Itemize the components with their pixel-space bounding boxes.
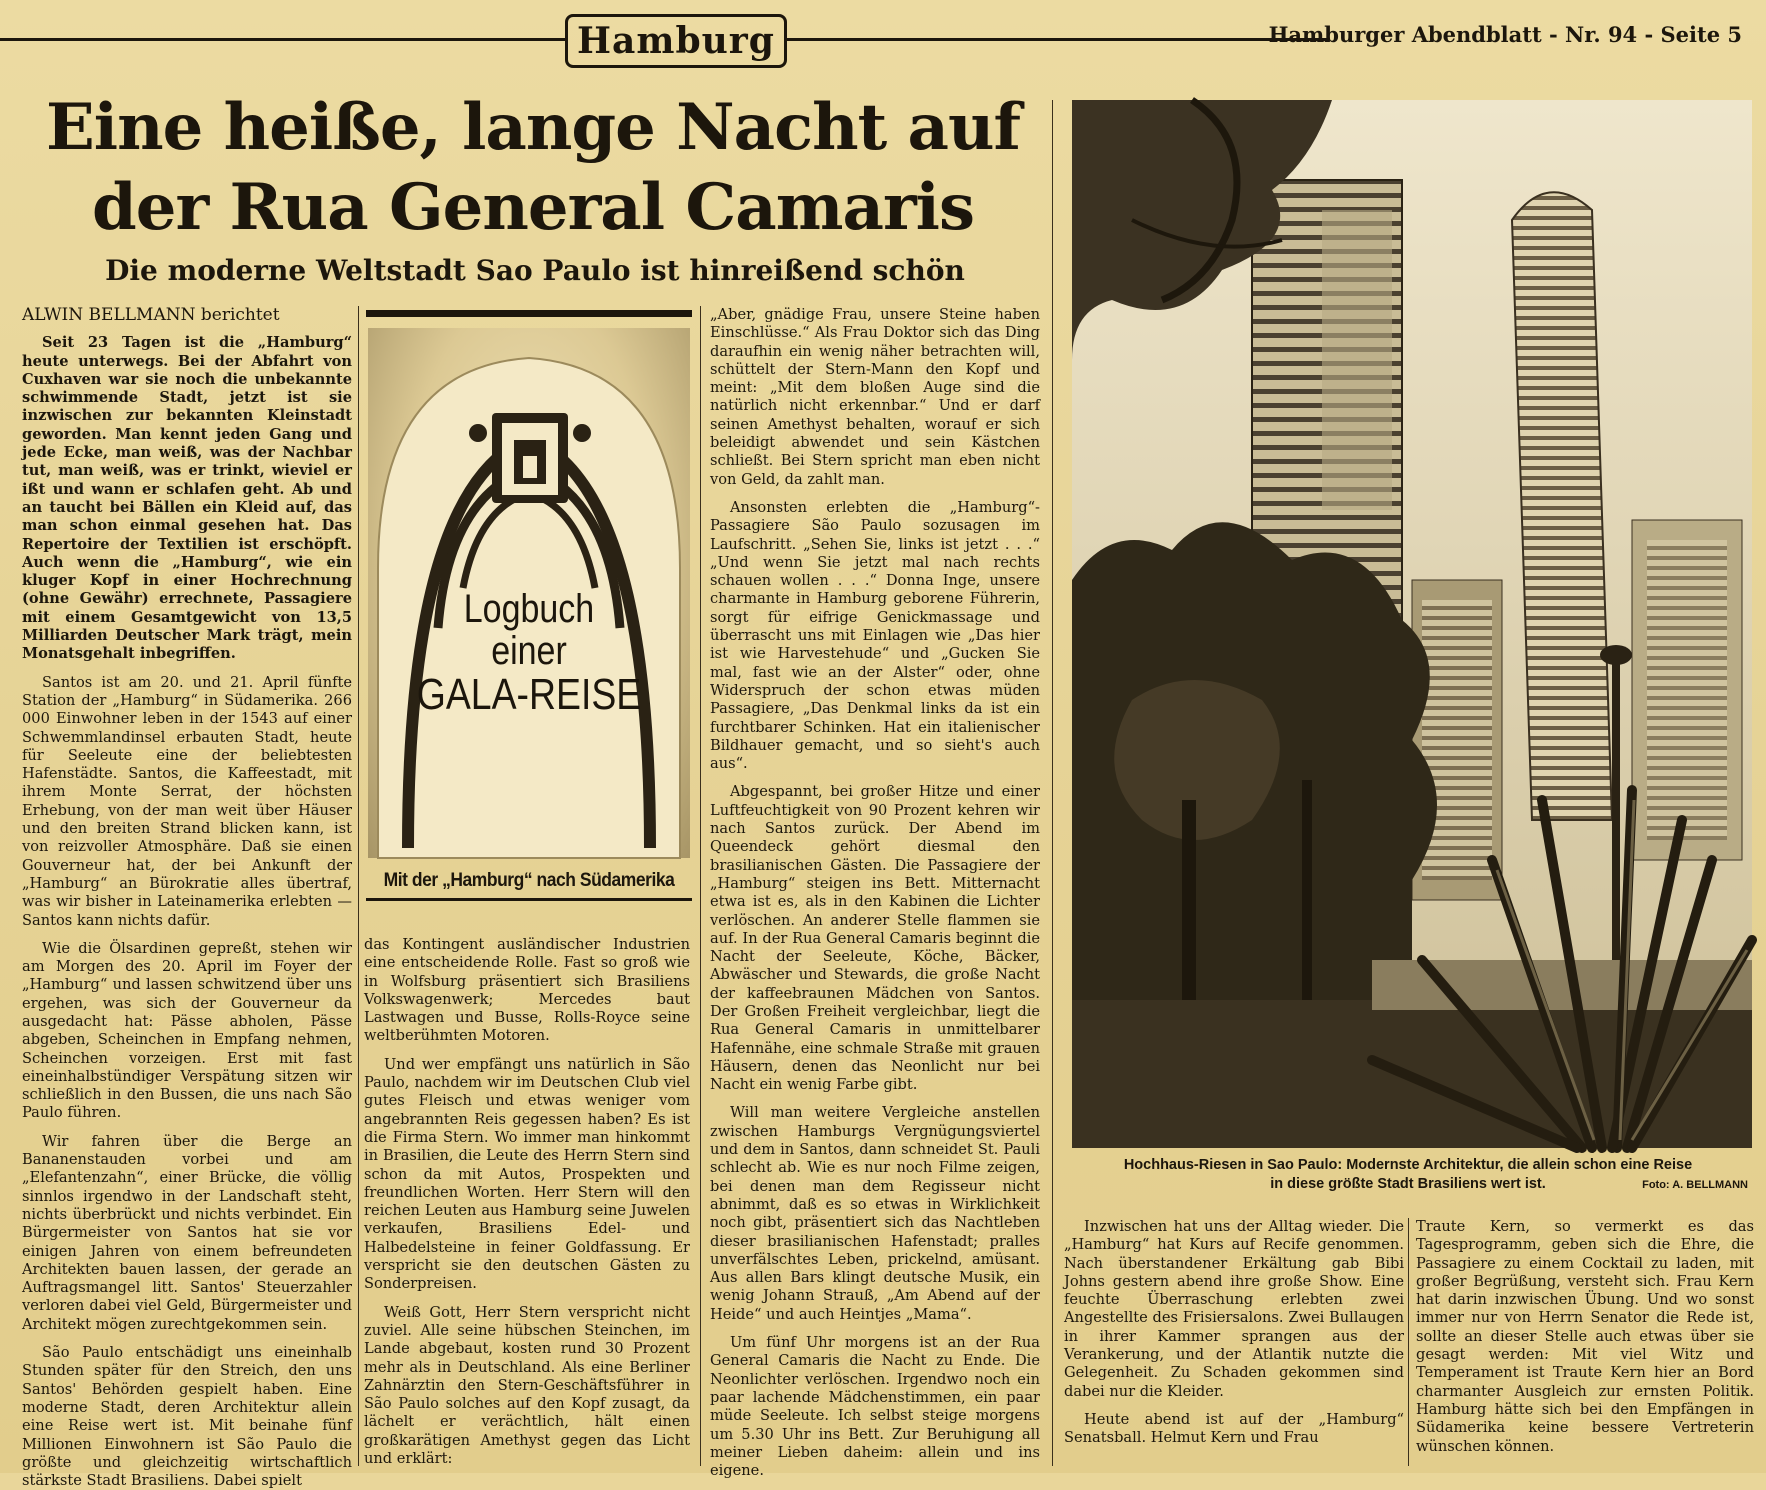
logbuch-line-3: GALA-REISE: [416, 670, 642, 719]
photo-caption-line-2: in diese größte Stadt Brasiliens wert ist.: [1270, 1176, 1546, 1192]
section-masthead: [565, 14, 787, 68]
paragraph: Und wer empfängt uns natürlich in São Paulo, nachdem wir im Deutschen Club viel gutes Fleisch und etwas weniger vom angebrannten Reis gegessen haben? Es ist die Firma Stern. Wo immer man hinkommt in Brasilien, die Leute des Herrn Stern sind schon da mit Autos, Prospekten und freundlichen Worten. Herr Stern will den reichen Leuten aus Hamburg seine Juwelen verkaufen, Brasiliens Edel- und Halbedelsteine in feiner Goldfassung. Er verspricht sie den deutschen Gästen zu Sonderpreisen.: [364, 1055, 690, 1293]
paragraph: Traute Kern, so vermerkt es das Tagesprogramm, geben sich die Ehre, die Passagiere zu einem Cocktail zu laden, mit großer Begrüßung, versteht sich. Frau Kern hat darin inzwischen Übung. Und wo sonst immer nur von Herrn Senator die Rede ist, sollte an dieser Stelle auch etwas über sie gesagt werden: Mit viel Witz und Temperament ist Traute Kern hier an Bord charmanter Ausgleich zur ernsten Politik. Hamburg hätte sich bei den Empfängen in Südamerika keine bessere Vertreterin wünschen können.: [1416, 1218, 1754, 1455]
paragraph: Wir fahren über die Berge an Bananenstauden vorbei und am „Elefantenzahn“, einer Brücke, die völlig sinnlos irgendwo in der Landschaft steht, nichts überbrückt und nichts verbindet. Ein Bürgermeister von Santos hat sie vor einigen Jahren von einem befreundeten Architekten bauen lassen, der gerade an Auftragsmangel litt. Santos' Steuerzahler verloren dabei viel Geld, Bürgermeister und Architekt mögen zurechtgekommen sein.: [22, 1132, 352, 1333]
article-column-1: [22, 305, 352, 1490]
section-title: Hamburg: [577, 20, 775, 62]
paragraph: das Kontingent ausländischer Industrien eine entscheidende Rolle. Fast so groß wie in Wolfsburg präsentiert sich Brasiliens Volkswagenwerk; Mercedes baut Lastwagen und Busse, Rolls-Royce seine weltberühmten Motoren.: [364, 936, 690, 1045]
sao-paulo-skyline-photo: [1072, 100, 1752, 1148]
publication-info: Hamburger Abendblatt - Nr. 94 - Seite 5: [1268, 22, 1742, 47]
paragraph: Ansonsten erlebten die „Hamburg“-Passagiere São Paulo sozusagen im Laufschritt. „Sehen Sie, links ist jetzt . . .“ „Und wenn Sie jetzt mal nach rechts schauen wollen . . .“ Donna Inge, unsere charmante in Hamburg geborene Führerin, sorgt für eifrige Genickmassage und überrascht uns mit Einlagen wie „Das hier ist wie Harvestehude“ und „Gucken Sie mal, fast wie an der Alster“ oder, ohne Widerspruch der schon etwas müden Passagiere, „Das Denkmal links da ist ein furchtbarer Schinken. Hat ein italienischer Bildhauer gemacht, und so sieht's auch aus“.: [710, 498, 1040, 773]
paragraph: Abgespannt, bei großer Hitze und einer Luftfeuchtigkeit von 90 Prozent kehren wir nach Santos zurück. Der Abend im Queendeck gehört diesmal den brasilianischen Gästen. Die Passagiere der „Hamburg“ steigen ins Bett. Mitternacht etwa ist es, als in den Kabinen die Lichter verlöschen. An anderer Stelle flammen sie auf. In der Rua General Camaris beginnt die Nacht der Seeleute, Köche, Bäcker, Abwäscher und Stewards, die große Nacht der kaffeebraunen Mädchen von Santos. Der Großen Freiheit vergleichbar, liegt die Rua General Camaris in unmittelbarer Hafennähe, eine schmale Straße mit grauen Häusern, denen das Neonlicht nur bei Nacht ein wenig Farbe gibt.: [710, 783, 1040, 1094]
photo-caption-line-1: Hochhaus-Riesen in Sao Paulo: Modernste Architektur, die allein schon eine Reise: [1123, 1157, 1693, 1173]
masthead-rule-left: [0, 38, 565, 41]
paragraph: Weiß Gott, Herr Stern verspricht nicht zuviel. Alle seine hübschen Steinchen, im Lande abgebaut, kosten rund 30 Prozent mehr als in Deutschland. Als eine Berliner Zahnärztin den Stern-Geschäftsführer in São Paulo solches auf den Kopf zusagt, da lächelt er verächtlich, hält einen großkarätigen Amethyst gegen das Licht und erklärt:: [364, 1303, 690, 1468]
paragraph: Santos ist am 20. und 21. April fünfte Station der „Hamburg“ in Südamerika. 266 000 Einwohner leben in der 1543 auf einer Schwemmlandinsel erbauten Stadt, heute für Seeleute eine der beliebtesten Hafenstädte. Santos, die Kaffeestadt, mit ihrem Monte Serrat, der höchsten Erhebung, von der man weit über Häuser und den breiten Strand blicken kann, ist von reizvoller Atmosphäre. Daß sie einen Gouverneur hat, der bei Ankunft der „Hamburg“ an Bürokratie alles übertraf, was wir bisher in Lateinamerika erlebten — Santos kann nichts dafür.: [22, 673, 352, 929]
logbuch-line-2: einer: [491, 629, 567, 673]
paragraph: „Aber, gnädige Frau, unsere Steine haben Einschlüsse.“ Als Frau Doktor sich das Ding daraufhin ein wenig näher betrachten will, schüttelt der Stern-Mann den Kopf und meint: „Mit dem bloßen Auge sind die natürlich nicht erkennbar.“ Und er darf seinen Amethyst behalten, worauf er sich beleidigt abwendet und sein Kästchen schließt. Bei Stern spricht man eben nicht von Geld, da zahlt man.: [710, 306, 1040, 488]
paragraph: Um fünf Uhr morgens ist an der Rua General Camaris die Nacht zu Ende. Die Neonlichter verlöschen. Irgendwo noch ein paar lachende Mädchenstimmen, ein paar müde Seeleute. Ich selbst steige morgens um 5.30 Uhr ins Bett. Zur Beruhigung all meiner Lieben daheim: allein und ins eigene.: [710, 1334, 1040, 1480]
logbuch-line-1: Logbuch: [463, 587, 595, 631]
article-column-4: [1064, 1218, 1404, 1468]
logbuch-caption: Mit der „Hamburg“ nach Südamerika: [383, 870, 675, 891]
column-divider: [700, 306, 701, 1466]
paragraph: Will man weitere Vergleiche anstellen zwischen Hamburgs Vergnügungsviertel und dem in Santos, dann schneidet St. Pauli schlecht ab. Wie es nur noch Filme zeigen, bei denen man dem Regisseur nicht abnimmt, daß es so etwas in Wirklichkeit noch gibt, präsentiert sich das Nachtleben dieser brasilianischen Hafenstadt; pralles unverfälschtes Leben, prickelnd, amüsant. Aus allen Bars klingt deutsche Musik, ein wenig Johann Strauß, „Am Abend auf der Heide“ und auch Heintjes „Mama“.: [710, 1104, 1040, 1323]
box-rule-top: [366, 310, 692, 317]
logbuch-feature-box: [366, 310, 692, 898]
article-subheadline: Die moderne Weltstadt Sao Paulo ist hinreißend schön: [105, 254, 965, 287]
masthead-rule-right: [787, 38, 1327, 41]
logbuch-title: [368, 588, 690, 718]
column-divider: [358, 306, 359, 1466]
paragraph: São Paulo entschädigt uns eineinhalb Stunden später für den Streich, den uns Santos' Behörden gespielt haben. Eine moderne Stadt, deren Architektur allein eine Reise wert ist. Mit beinahe fünf Millionen Einwohnern ist São Paulo die größte und gleichzeitig wirtschaftlich stärkste Stadt Brasiliens. Dabei spielt: [22, 1344, 352, 1490]
column-divider: [1408, 1218, 1409, 1466]
article-lead: Seit 23 Tagen ist die „Hamburg“ heute unterwegs. Bei der Abfahrt von Cuxhaven war sie noch die unbekannte schwimmende Stadt, jetzt ist sie inzwischen zur bekannten Kleinstadt geworden. Man kennt jeden Gang und jede Ecke, man weiß, was der Nachbar tut, man weiß, was er trinkt, wieviel er ißt und wann er schlafen geht. Ab und an taucht bei Bällen ein Kleid auf, das man schon einmal gesehen hat. Das Repertoire der Textilien ist erschöpft. Auch wenn die „Hamburg“, wie ein kluger Kopf in einer Hochrechnung (ohne Gewähr) errechnete, Passagiere mit einem Gesamtgewicht von 13,5 Milliarden Deutscher Mark trägt, mein Monatsgehalt inbegriffen.: [22, 334, 352, 663]
article-column-5: [1416, 1218, 1754, 1468]
paragraph: Heute abend ist auf der „Hamburg“ Senatsball. Helmut Kern und Frau: [1064, 1410, 1404, 1447]
article-column-3: [710, 306, 1040, 1480]
byline: ALWIN BELLMANN berichtet: [22, 305, 280, 325]
photo-credit: Foto: A. BELLMANN: [1642, 1179, 1748, 1191]
column-divider: [1052, 100, 1053, 1466]
headline-line-1: Eine heiße, lange Nacht auf: [46, 90, 1020, 165]
paragraph: Wie die Ölsardinen gepreßt, stehen wir am Morgen des 20. April im Foyer der „Hamburg“ und lassen schwitzend über uns ergehen, was sich der Gouverneur da ausgedacht hat: Pässe abholen, Pässe abgeben, Scheinchen in Empfang nehmen, Scheinchen vorzeigen. Erst mit fast eineinhalbstündiger Verspätung sitzen wir schließlich in den Bussen, die uns nach São Paulo führen.: [22, 939, 352, 1122]
article-headline: [8, 88, 1058, 248]
paragraph: Inzwischen hat uns der Alltag wieder. Die „Hamburg“ hat Kurs auf Recife genommen. Nach überstandener Erkältung gab Bibi Johns gestern abend ihre große Show. Eine feuchte Überraschung erlebten zwei Angestellte des Frisiersalons. Zwei Bullaugen in ihrer Kammer sprangen aus der Verankerung, und der Atlantik nutzte die Gelegenheit. Zu Schaden gekommen sind dabei nur die Kleider.: [1064, 1218, 1404, 1400]
box-rule-bottom: [366, 898, 692, 901]
logbuch-emblem-image: [368, 328, 690, 858]
headline-line-2: der Rua General Camaris: [92, 170, 974, 245]
highrise-photo-illustration: [1072, 100, 1752, 1148]
article-column-2: [364, 936, 690, 1466]
